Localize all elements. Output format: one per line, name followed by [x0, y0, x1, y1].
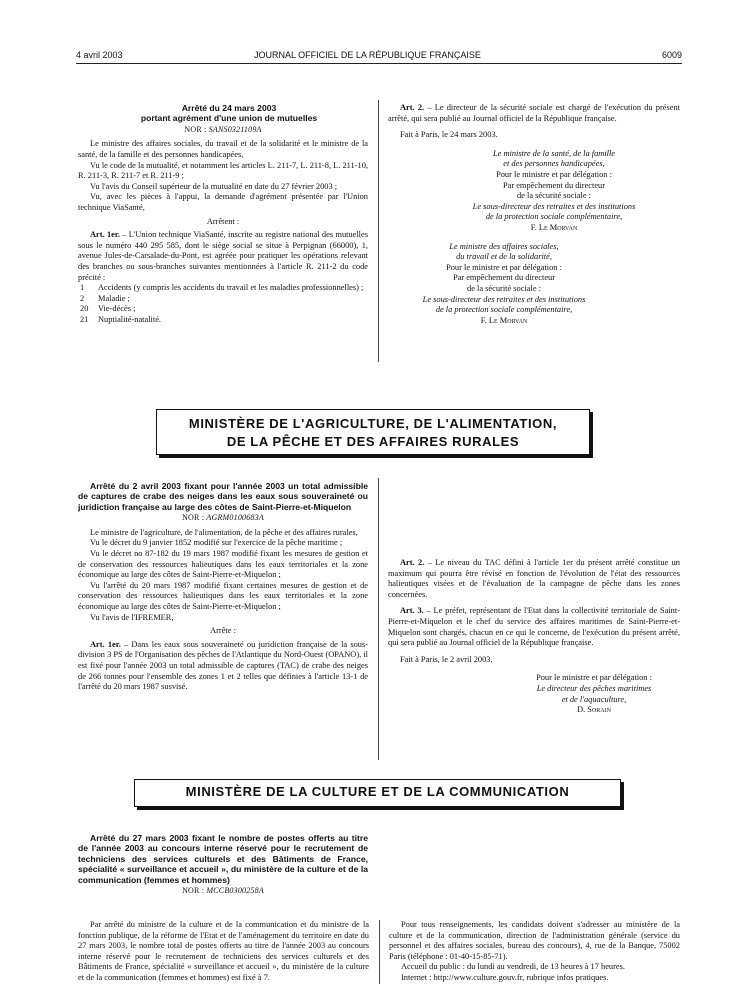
decree-2-fait: Fait à Paris, le 2 avril 2003. [400, 654, 493, 664]
decree-3-paragraph-2: Pour tous renseignements, les candidats doivent s'adresser au ministère de la culture et de la communication, direction de l'administration générale (service du personnel et des affaires sociales, bureau des concours), 4, rue de la Banque, 75002 Paris (téléphone : 01-40-15-85-71). [389, 920, 680, 961]
page-number: 6009 [661, 50, 682, 60]
decree-2-article-3: Art. 3. – Le préfet, représentant de l'Etat dans la collectivité territoriale de Saint-Pierre-et-Miquelon et le chef du service des affaires maritimes de Saint-Pierre-et-Miquelon sont chargés, chacun en ce qui le concerne, de l'exécution du présent arrêté, qui sera publié au Journal officiel de la République française. [388, 606, 680, 648]
decree-1-preamble: Le ministre des affaires sociales, du travail et de la solidarité et le ministre de la santé, de la famille et des personnes handicapées, [78, 139, 368, 159]
header-rule [76, 63, 682, 64]
decree-3-nor: NOR : MCCB0300258A [182, 886, 264, 896]
article-label: Art. 3. [400, 606, 424, 616]
ministry-section-culture: MINISTÈRE DE LA CULTURE ET DE LA COMMUNICATION [134, 779, 621, 807]
ministry-section-agriculture: MINISTÈRE DE L'AGRICULTURE, DE L'ALIMENTATION, DE LA PÊCHE ET DES AFFAIRES RURALES [156, 409, 590, 455]
decree-1-arretent: Arrêtent : [206, 216, 240, 226]
decree-1-title: Arrêté du 24 mars 2003 [181, 103, 277, 113]
decree-2-visa-1: Vu le décret du 9 janvier 1852 modifié sur l'exercice de la pêche maritime ; [90, 538, 343, 548]
list-item: 21 Nuptialité-natalité. [80, 314, 162, 324]
decree-1-visa-2: Vu l'avis du Conseil supérieur de la mutualité en date du 27 février 2003 ; [90, 181, 338, 191]
decree-2-right-column [388, 558, 680, 716]
decree-3-paragraph-3: Accueil du public : du lundi au vendredi, de 13 heures à 17 heures. [401, 962, 625, 972]
decree-3-paragraph-4: Internet : http://www.culture.gouv.fr, rubrique infos pratiques. [401, 972, 609, 982]
decree-1-nor: NOR : SANS0321109A [184, 124, 262, 134]
column-divider [378, 478, 379, 760]
decree-3-paragraph-1: Par arrêté du ministre de la culture et de la communication et du ministre de la fonction publique, de la réforme de l'Etat et de l'aménagement du territoire en date du 27 mars 2003, le nombre total de postes offerts au titre de l'année 2003 au concours interne réservé pour le recrutement de techniciens des services culturels et des Bâtiments de France, spécialité « surveillance et accueil », du ministère de la culture et de la communication (femmes et hommes) est fixé à 7. [78, 920, 369, 982]
decree-2-nor: NOR : AGRM0100683A [182, 513, 264, 523]
column-divider [378, 100, 379, 362]
issue-date: 4 avril 2003 [76, 50, 123, 60]
decree-1-fait: Fait à Paris, le 24 mars 2003. [400, 130, 498, 140]
signatory-name: F. Le Morvan [530, 222, 578, 232]
decree-2-nor-code: AGRM0100683A [206, 513, 264, 523]
decree-2-visa-2: Vu le décret no 87-182 du 19 mars 1987 modifié fixant les mesures de gestion et de conservation des ressources halieutiques dans les eaux territoriales et la zone économique au large des côtes de Saint-Pierre-et-Miquelon ; [78, 549, 368, 580]
article-label: Art. 1er. [90, 230, 120, 240]
decree-3-left-column [78, 833, 368, 901]
branch-list [78, 283, 368, 325]
decree-1-visa-1: Vu le code de la mutualité, et notamment les articles L. 211-7, L. 211-8, L. 211-10, R. 211-3, R. 211-7 et R. 211-9 ; [78, 160, 368, 181]
list-item: 2 Maladie ; [80, 293, 130, 303]
decree-1-nor-code: SANS0321109A [208, 124, 262, 134]
decree-1-article-2: Art. 2. – Le directeur de la sécurité sociale est chargé de l'exécution du présent arrêté, qui sera publié au Journal officiel de la République française. [388, 103, 680, 123]
article-label: Art. 2. [400, 558, 425, 567]
decree-1-right-column [388, 103, 680, 326]
decree-2-title: Arrêté du 2 avril 2003 fixant pour l'année 2003 un total admissible de captures de crabe des neiges dans les eaux sous souveraineté ou juridiction française au large des côtes de Saint-Pierre-et-Miquelon [78, 481, 368, 512]
signatory-name: F. Le Morvan [480, 315, 528, 325]
decree-2-article-1: Art. 1er. – Dans les eaux sous souveraineté ou juridiction française de la sous-division 3 PS de l'Organisation des pêches de l'Atlantique du Nord-Ouest (OPANO), il est fixé pour l'année 2003 un total admissible de captures (TAC) de crabe des neiges de 266 tonnes pour l'ensemble des zones 1 et 2 telles que définies à l'article 13-1 de l'arrêté du 20 mars 1987 susvisé. [78, 639, 369, 692]
list-item: 1 Accidents (y compris les accidents du travail et les maladies professionnelles) ; [80, 283, 364, 293]
signature-block-2: Le ministre des affaires sociales, du travail et de la solidarité, Pour le ministre et par délégation : Par empêchement du directeur de la sécurité sociale : Le sous-directeur des retraites et des institutions de la protection sociale complémentaire, F. Le Morvan [388, 242, 620, 327]
decree-2-left-column [78, 481, 368, 693]
decree-1-left-column [78, 103, 368, 326]
article-label: Art. 1er. [90, 639, 121, 649]
decree-2-visa-3: Vu l'arrêté du 20 mars 1987 modifié fixant certaines mesures de gestion et de conservation des ressources halieutiques dans les eaux territoriales et la zone économique au large des côtes de Saint-Pierre-et-Miquelon ; [78, 580, 368, 611]
running-header [76, 50, 682, 64]
signature-block-3: Pour le ministre et par délégation : Le directeur des pêches maritimes et de l'aquaculture, D. Sorain [508, 673, 680, 715]
signatory-name: D. Sorain [577, 705, 611, 715]
decree-3-nor-code: MCCB0300258A [206, 886, 264, 896]
decree-2-preamble: Le ministre de l'agriculture, de l'alimentation, de la pêche et des affaires rurales, [90, 527, 358, 537]
decree-3-title: Arrêté du 27 mars 2003 fixant le nombre de postes offerts au titre de l'année 2003 au concours interne réservé pour le recrutement de techniciens des services culturels et des Bâtiments de France, spécialité « surveillance et accueil », du ministère de la culture et de la communication (femmes et hommes) [78, 833, 368, 885]
list-item: 20 Vie-décès ; [80, 304, 136, 314]
decree-3-body [78, 920, 680, 984]
decree-1-article-1: Art. 1er. – L'Union technique ViaSanté, inscrite au registre national des mutuelles sous le numéro 440 295 585, dont le siège social se situe à Perpignan (66000), 1, avenue Jules-de-Carsalade-du-Pont, est agréée pour pratiquer les opérations relevant des branches ou sous-branches suivantes mentionnées à l'article R. 211-2 du code précité : [78, 230, 368, 282]
decree-2-visa-4: Vu l'avis de l'IFREMER, [90, 612, 174, 622]
article-label: Art. 2. [400, 103, 425, 112]
decree-1-visa-3: Vu, avec les pièces à l'appui, la demande d'agrément présentée par l'Union technique ViaSanté, [78, 192, 368, 212]
decree-2-article-2: Art. 2. – Le niveau du TAC défini à l'article 1er du présent arrêté constitue un maximum qui pourra être révisé en fonction de l'évolution de l'état des ressources halieutiques visées et de l'évaluation de la campagne de pêche dans les zones concernées. [388, 558, 680, 599]
journal-title: JOURNAL OFFICIEL DE LA RÉPUBLIQUE FRANÇAISE [254, 50, 481, 60]
decree-2-arrete: Arrête : [210, 626, 236, 636]
signature-block-1: Le ministre de la santé, de la famille et des personnes handicapées, Pour le ministre et par délégation : Par empêchement du directeur de la sécurité sociale : Le sous-directeur des retraites et des institutions de la protection sociale complémentaire, F. Le Morvan [428, 149, 680, 234]
decree-1-subtitle: portant agrément d'une union de mutuelles [140, 113, 318, 124]
